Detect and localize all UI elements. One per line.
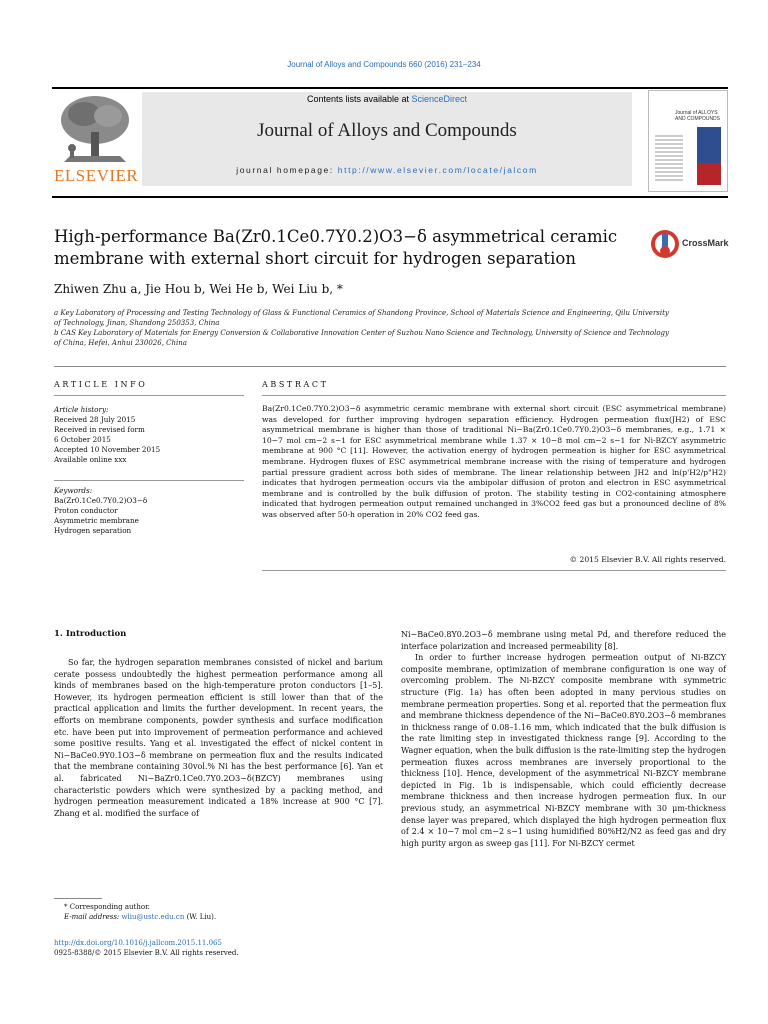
abstract-copyright: © 2015 Elsevier B.V. All rights reserved. [569, 555, 726, 564]
header-rule-top [52, 87, 728, 89]
article-info-rule [54, 395, 244, 396]
affiliation-divider [54, 366, 726, 367]
journal-reference[interactable]: Journal of Alloys and Compounds 660 (2016) 231–234 [287, 60, 481, 69]
keyword-item: Proton conductor [54, 506, 118, 515]
affiliation-b: b CAS Key Laboratory of Materials for Energy Conversion & Collaborative Innovation Center of Suzhou Nano Science and Technology, University of Science and Technology of China, Hefei, Anhui 230026, China [54, 329, 669, 347]
contents-available-line [142, 94, 632, 104]
keywords-rule [54, 480, 244, 481]
doi-link[interactable]: http://dx.doi.org/10.1016/j.jallcom.2015.11.065 [54, 939, 222, 947]
sciencedirect-link[interactable]: ScienceDirect [411, 94, 468, 104]
cover-title: Journal of ALLOYS AND COMPOUNDS [675, 110, 721, 122]
email-suffix: (W. Liu). [184, 913, 217, 921]
email-line [54, 912, 383, 922]
history-label: Article history: [54, 405, 109, 414]
crossmark-icon[interactable] [650, 229, 680, 259]
intro-paragraph-2: In order to further increase hydrogen permeation output of Ni-BZCY composite membrane, optimization of membrane configuration is one way of overcoming problem. The Ni-BZCY composite membrane with symmetric structure (Fig. 1a) has often been adopted in many pervious studies on membrane permeation properties. Song et al. reported that the permeation flux and membrane thickness dependence of the Ni−BaCe0.8Y0.2O3−δ membranes in thickness range of 0.08–1.16 mm, which indicated that the bulk diffusion is the rate limiting step in investigated thickness range [9]. According to the Wagner equation, when the bulk diffusion is the rate-limiting step the hydrogen permeation fluxes across membranes are inversely proportional to the thickness [10]. Hence, development of the asymmetrical Ni-BZCY membrane depicted in Fig. 1b is indispensable, which could efficiently decrease membrane thickness and then increase hydrogen permeation flux. In our previous study, an asymmetrical Ni-BZCY membrane with 30 μm-thickness dense layer was prepared, which displayed the high hydrogen permeation flux of 2.4 × 10−7 mol cm−2 s−1 using humidified 80%H2/N2 as feed gas and dry high purity argon as sweep gas [11]. For Ni-BZCY cermet [401, 653, 726, 848]
cover-text-lines [655, 135, 683, 183]
author-list: Zhiwen Zhu a, Jie Hou b, Wei He b, Wei Liu b, * [54, 282, 343, 296]
history-item: Available online xxx [54, 455, 127, 464]
elsevier-wordmark: ELSEVIER [54, 166, 139, 185]
abstract-end-rule [262, 570, 726, 571]
crossmark-label[interactable]: CrossMark [682, 238, 729, 248]
journal-title: Journal of Alloys and Compounds [257, 120, 517, 141]
journal-cover-thumbnail [648, 90, 728, 192]
contents-prefix: Contents lists available at [306, 94, 412, 104]
homepage-prefix: journal homepage: [236, 165, 338, 175]
history-item: Received in revised form [54, 425, 145, 434]
footnote-rule [54, 898, 102, 899]
homepage-link[interactable]: http://www.elsevier.com/locate/jalcom [337, 165, 538, 175]
keyword-item: Ba(Zr0.1Ce0.7Y0.2)O3−δ [54, 496, 148, 505]
journal-homepage-line [142, 165, 632, 175]
keyword-item: Asymmetric membrane [54, 516, 139, 525]
article-history [54, 405, 244, 465]
email-link[interactable]: wliu@ustc.edu.cn [121, 913, 185, 921]
cover-blue-block [697, 127, 721, 163]
history-item: Received 28 July 2015 [54, 415, 136, 424]
cover-red-block [697, 163, 721, 185]
email-prefix: E-mail address: [64, 913, 122, 921]
keyword-item: Hydrogen separation [54, 526, 132, 535]
introduction-left-column: So far, the hydrogen separation membranes consisted of nickel and barium cerate possess undoubtedly the highest permeation performance among all kinds of membranes based on the high-temperature proton conductors [1–5]. However, its hydrogen permeation efficient is still lower than that of the practical application and limits the further development. In recent years, the efforts on membrane components, powder synthesis and surface modification etc. have been put into improvement of permeation performance and achieved some positive results. Yang et al. investigated the effect of nickel content in Ni−BaCe0.9Y0.1O3−δ membrane on permeation flux and the results indicated that the membrane containing 30vol.% Ni has the best performance [6]. Yan et al. fabricated Ni−BaZr0.1Ce0.7Y0.2O3−δ(BZCY) membranes using characteristic powders which were synthesized by a packing method, and hydrogen permeation measurement indicated a 18% increase at 900 °C [7]. Zhang et al. modified the surface of [54, 658, 383, 818]
article-title-line-1: High-performance Ba(Zr0.1Ce0.7Y0.2)O3−δ asymmetrical ceramic [54, 227, 618, 246]
header-rule-bottom [52, 196, 728, 198]
footnote [54, 902, 383, 922]
history-item: Accepted 10 November 2015 [54, 445, 161, 454]
introduction-right-column [401, 629, 726, 849]
article-title-line-2: membrane with external short circuit for hydrogen separation [54, 249, 576, 268]
corresponding-author-note: * Corresponding author. [64, 903, 150, 911]
intro-paragraph-continued: Ni−BaCe0.8Y0.2O3−δ membrane using metal Pd, and therefore reduced the interface polarization and increased permeability [8]. [401, 630, 726, 651]
abstract-rule [262, 395, 726, 396]
keywords-block [54, 486, 244, 536]
abstract-heading: ABSTRACT [262, 380, 329, 389]
article-title [54, 226, 624, 270]
history-item: 6 October 2015 [54, 435, 111, 444]
issn-line: 0925-8388/© 2015 Elsevier B.V. All rights reserved. [54, 949, 239, 957]
affiliation-a: a Key Laboratory of Processing and Testing Technology of Glass & Functional Ceramics of Shandong Province, School of Materials Science and Engineering, Qilu University of Technology, Jinan, Shandong 250353, China [54, 309, 669, 327]
abstract-body: Ba(Zr0.1Ce0.7Y0.2)O3−δ asymmetric ceramic membrane with external short circuit (ESC asymmetrical membrane) was developed for further improving hydrogen separation efficiency. Hydrogen permeation flux(JH2) of ESC asymmetrical membrane is higher than those of traditional Ni−Ba(Zr0.1Ce0.7Y0.2)O3−δ membranes, e.g., 1.71 × 10−7 mol cm−2 s−1 for ESC asymmetrical membrane while 1.37 × 10−8 mol cm−2 s−1 for Ni-BZCY asymmetric membrane at 900 °C [11]. However, the activation energy of hydrogen permeation is higher for ESC asymmetrical membrane. Hydrogen fluxes of ESC asymmetrical membrane increase with the rising of temperature and hydrogen partial pressure gradient across both sides of membrane. The linear relationship between JH2 and ln(p'H2/p"H2) indicates that hydrogen permeation occurs via the ambipolar diffusion of proton and electron in ESC asymmetrical membrane and is controlled by the bulk diffusion of proton. The stability testing in CO2-containing atmosphere indicated that hydrogen permeation output remained unchanged in 3%CO2 feed gas but a pronounced decline of 8% was observed after 50-h operation in 20% CO2 feed gas. [262, 404, 726, 519]
article-info-heading: ARTICLE INFO [54, 380, 148, 389]
keywords-label: Keywords: [54, 486, 93, 495]
introduction-heading: 1. Introduction [54, 629, 127, 639]
